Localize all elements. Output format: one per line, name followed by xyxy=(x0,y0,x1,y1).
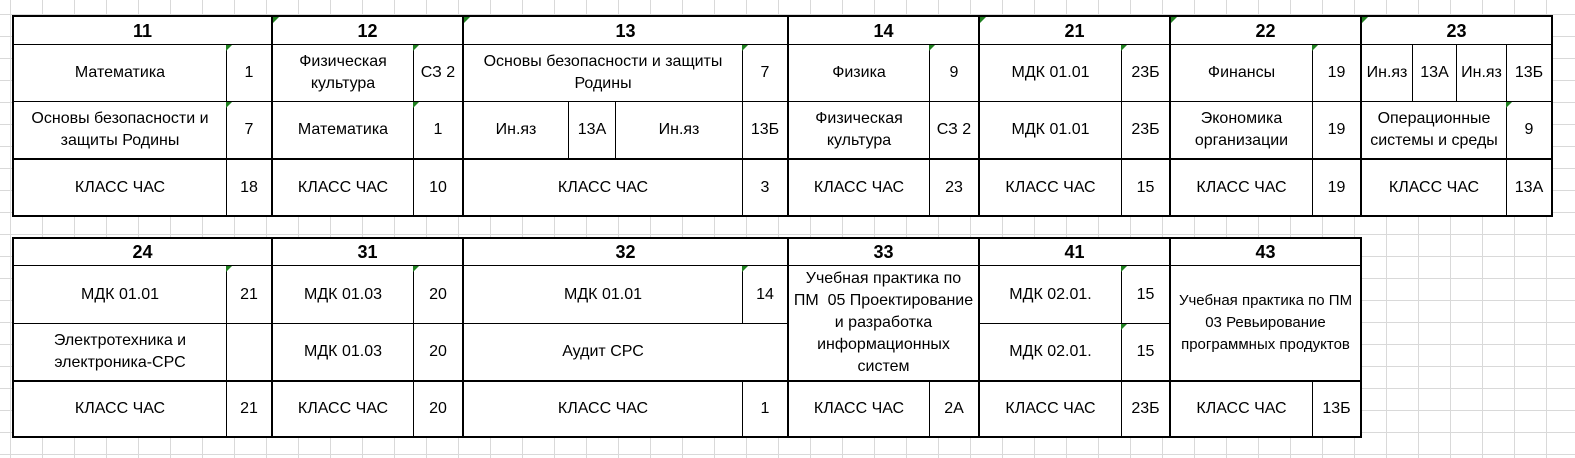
room-cell: 14 xyxy=(743,266,787,323)
subject-cell: Ин.яз xyxy=(1457,45,1506,101)
room-cell: 13А xyxy=(1413,45,1456,101)
room-cell: 9 xyxy=(1507,102,1551,158)
subject-cell: МДК 01.03 xyxy=(273,266,413,323)
subject-cell: Ин.яз xyxy=(616,102,742,158)
room-cell: 19 xyxy=(1313,45,1360,101)
comment-marker-icon xyxy=(742,266,748,272)
room-cell: 21 xyxy=(227,266,271,323)
room-cell: 20 xyxy=(414,266,462,323)
subject-cell: МДК 02.01. xyxy=(980,324,1121,380)
room-cell: 7 xyxy=(227,102,271,158)
subject-cell: КЛАСС ЧАС xyxy=(464,160,742,215)
room-cell: 19 xyxy=(1313,160,1360,215)
comment-marker-icon xyxy=(1506,102,1512,108)
subject-cell: Математика xyxy=(14,45,226,101)
room-cell: 15 xyxy=(1122,266,1169,323)
subject-cell: Физическая культура xyxy=(789,102,929,158)
room-cell: 9 xyxy=(930,45,978,101)
room-cell: 23Б xyxy=(1122,102,1169,158)
subject-cell: Основы безопасности и защиты Родины xyxy=(464,45,742,101)
room-cell: 1 xyxy=(227,45,271,101)
room-cell: 23Б xyxy=(1122,382,1169,436)
subject-cell: КЛАСС ЧАС xyxy=(14,160,226,215)
subject-cell: Ин.яз xyxy=(464,102,568,158)
group-header-22: 22 xyxy=(1171,17,1360,44)
group-header-41: 41 xyxy=(980,239,1169,265)
comment-marker-icon xyxy=(413,102,419,108)
subject-cell: КЛАСС ЧАС xyxy=(14,382,226,436)
room-cell xyxy=(227,324,271,380)
room-cell: 13А xyxy=(1507,160,1551,215)
subject-cell: КЛАСС ЧАС xyxy=(1171,382,1312,436)
subject-cell: Операционные системы и среды xyxy=(1362,102,1506,158)
comment-marker-icon xyxy=(980,17,986,23)
subject-cell: Математика xyxy=(273,102,413,158)
room-cell: СЗ 2 xyxy=(930,102,978,158)
comment-marker-icon xyxy=(1121,45,1127,51)
comment-marker-icon xyxy=(226,266,232,272)
merged-practice-cell: Учебная практика по ПМ 05 Проектирование и разработка информационных систем xyxy=(789,266,978,380)
subject-cell: МДК 02.01. xyxy=(980,266,1121,323)
room-cell: 1 xyxy=(414,102,462,158)
comment-marker-icon xyxy=(226,102,232,108)
room-cell: 13А xyxy=(569,102,615,158)
subject-cell: Аудит СРС xyxy=(464,324,742,380)
subject-cell: КЛАСС ЧАС xyxy=(464,382,742,436)
room-cell: 18 xyxy=(227,160,271,215)
subject-cell: КЛАСС ЧАС xyxy=(789,382,929,436)
group-header-24: 24 xyxy=(14,239,271,265)
subject-cell: КЛАСС ЧАС xyxy=(980,382,1121,436)
subject-cell: КЛАСС ЧАС xyxy=(789,160,929,215)
room-cell: 15 xyxy=(1122,324,1169,380)
room-cell: 20 xyxy=(414,324,462,380)
group-header-43: 43 xyxy=(1171,239,1360,265)
comment-marker-icon xyxy=(273,17,279,23)
room-cell: СЗ 2 xyxy=(414,45,462,101)
subject-cell: Основы безопасности и защиты Родины xyxy=(14,102,226,158)
room-cell: 3 xyxy=(743,160,787,215)
subject-cell: МДК 01.01 xyxy=(14,266,226,323)
comment-marker-icon xyxy=(1121,266,1127,272)
subject-cell: МДК 01.03 xyxy=(273,324,413,380)
comment-marker-icon xyxy=(413,266,419,272)
subject-cell: КЛАСС ЧАС xyxy=(980,160,1121,215)
comment-marker-icon xyxy=(413,45,419,51)
group-header-11: 11 xyxy=(14,17,271,44)
room-cell: 2А xyxy=(930,382,978,436)
group-header-31: 31 xyxy=(273,239,462,265)
subject-cell: Ин.яз xyxy=(1362,45,1412,101)
group-header-12: 12 xyxy=(273,17,462,44)
subject-cell: Финансы xyxy=(1171,45,1312,101)
subject-cell: МДК 01.01 xyxy=(980,45,1121,101)
merged-practice-cell: Учебная практика по ПМ 03 Ревьирование программных продуктов xyxy=(1171,266,1360,380)
subject-cell: Физика xyxy=(789,45,929,101)
group-header-13: 13 xyxy=(464,17,787,44)
subject-cell: Физическая культура xyxy=(273,45,413,101)
group-header-21: 21 xyxy=(980,17,1169,44)
subject-cell: МДК 01.01 xyxy=(464,266,742,323)
subject-cell: КЛАСС ЧАС xyxy=(273,382,413,436)
subject-cell: КЛАСС ЧАС xyxy=(1362,160,1506,215)
room-cell: 13Б xyxy=(743,102,787,158)
room-cell: 7 xyxy=(743,45,787,101)
subject-cell: КЛАСС ЧАС xyxy=(273,160,413,215)
comment-marker-icon xyxy=(1121,324,1127,330)
room-cell: 23 xyxy=(930,160,978,215)
comment-marker-icon xyxy=(742,45,748,51)
room-cell: 23Б xyxy=(1122,45,1169,101)
room-cell: 10 xyxy=(414,160,462,215)
group-header-32: 32 xyxy=(464,239,787,265)
group-header-14: 14 xyxy=(789,17,978,44)
room-cell: 15 xyxy=(1122,160,1169,215)
subject-cell: КЛАСС ЧАС xyxy=(1171,160,1312,215)
comment-marker-icon xyxy=(226,45,232,51)
room-cell: 20 xyxy=(414,382,462,436)
subject-cell: Электротехника и электроника-СРС xyxy=(14,324,226,380)
subject-cell: Экономика организации xyxy=(1171,102,1312,158)
room-cell: 13Б xyxy=(1507,45,1551,101)
comment-marker-icon xyxy=(1362,17,1368,23)
subject-cell: МДК 01.01 xyxy=(980,102,1121,158)
room-cell: 21 xyxy=(227,382,271,436)
room-cell: 19 xyxy=(1313,102,1360,158)
group-header-33: 33 xyxy=(789,239,978,265)
comment-marker-icon xyxy=(1171,17,1177,23)
room-cell: 1 xyxy=(743,382,787,436)
comment-marker-icon xyxy=(929,45,935,51)
comment-marker-icon xyxy=(464,17,470,23)
group-header-23: 23 xyxy=(1362,17,1551,44)
room-cell: 13Б xyxy=(1313,382,1360,436)
comment-marker-icon xyxy=(1312,45,1318,51)
